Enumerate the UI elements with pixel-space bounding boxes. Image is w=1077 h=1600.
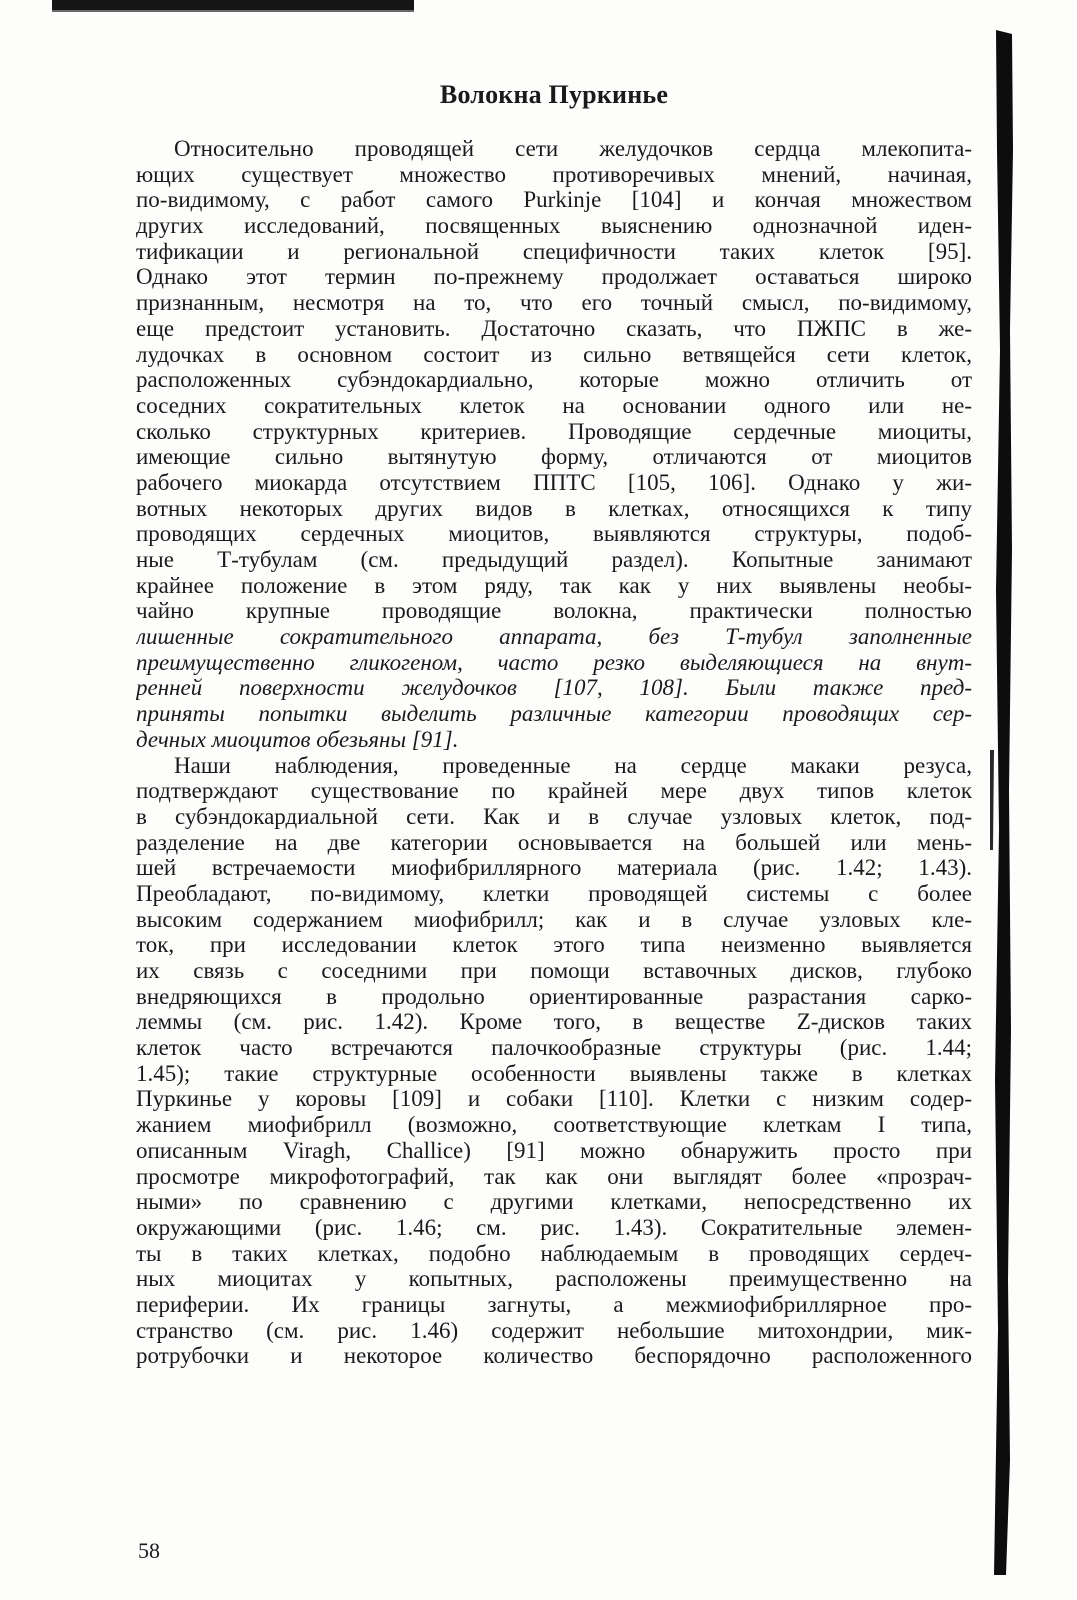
text-line: леммы (см. рис. 1.42). Кроме того, в веществе Z-дисков таких — [136, 1009, 972, 1035]
text-line: проводящих сердечных миоцитов, выявляются структуры, подоб- — [136, 521, 972, 547]
page-number: 58 — [138, 1538, 160, 1563]
section-title: Волокна Пуркинье — [439, 80, 669, 109]
text-line: преимущественно гликогеном, часто резко выделяющиеся на внут- — [136, 649, 972, 675]
text-line: странство (см. рис. 1.46) содержит небольшие митохондрии, мик- — [136, 1317, 972, 1343]
text-line: ты в таких клетках, подобно наблюдаемым в проводящих сердеч- — [136, 1240, 972, 1266]
text-line: подтверждают существование по крайней мере двух типов клеток — [136, 778, 972, 804]
text-line: клеток часто встречаются палочкообразные структуры (рис. 1.44; — [136, 1035, 972, 1061]
text-line: ренней поверхности желудочков [107, 108]. Были также пред- — [136, 675, 972, 701]
scan-top-rule — [52, 0, 414, 10]
text-line: приняты попытки выделить различные категории проводящих сер- — [136, 701, 972, 727]
text-line: в субэндокардиальной сети. Как и в случае узловых клеток, под- — [136, 803, 972, 829]
scan-top-rule-thin — [52, 10, 414, 12]
text-line: жанием миофибрилл (возможно, соответствующие клеткам I типа, — [136, 1112, 972, 1138]
text-line: тификации и региональной специфичности таких клеток [95]. — [136, 238, 972, 264]
text-line: дечных миоцитов обезьяны [91]. — [136, 726, 459, 752]
text-line: периферии. Их границы загнуты, а межмиофибриллярное про- — [136, 1291, 972, 1317]
text-line: по-видимому, с работ самого Purkinje [104] и кончая множеством — [136, 187, 972, 213]
text-line: лудочках в основном состоит из сильно ветвящейся сети клеток, — [136, 341, 972, 367]
text-line: Преобладают, по-видимому, клетки проводящей системы с более — [136, 880, 972, 906]
text-line: их связь с соседними при помощи вставочных дисков, глубоко — [136, 958, 972, 983]
text-line: шей встречаемости миофибриллярного материала (рис. 1.42; 1.43). — [136, 855, 972, 881]
text-line: описанным Viragh, Challice) [91] можно обнаружить просто при — [136, 1137, 972, 1163]
body-text — [136, 136, 972, 1369]
text-line: ющих существует множество противоречивых мнений, начиная, — [136, 161, 972, 187]
text-line: высоким содержанием миофибрилл; как и в случае узловых кле- — [136, 906, 972, 932]
text-line: ные Т-тубулам (см. предыдущий раздел). Копытные занимают — [136, 547, 972, 572]
text-line: вотных некоторых других видов в клетках, относящихся к типу — [136, 495, 972, 521]
text-line: рабочего миокарда отсутствием ППТС [105, 106]. Однако у жи- — [136, 469, 972, 495]
text-line: расположенных субэндокардиально, которые можно отличить от — [136, 367, 972, 393]
text-line: соседних сократительных клеток на основании одного или не- — [136, 392, 972, 418]
text-line: Относительно проводящей сети желудочков сердца млекопита- — [174, 136, 972, 161]
text-line: лишенные сократительного аппарата, без Т-тубул заполненные — [136, 624, 972, 650]
text-line: ток, при исследовании клеток этого типа неизменно выявляется — [136, 932, 972, 958]
text-line: сколько структурных критериев. Проводящие сердечные миоциты, — [136, 418, 972, 444]
text-line: разделение на две категории основывается на большей или мень- — [136, 829, 972, 855]
text-line: Наши наблюдения, проведенные на сердце макаки резуса, — [174, 752, 972, 778]
text-line: еще предстоит установить. Достаточно сказать, что ПЖПС в же- — [136, 315, 972, 341]
text-line: других исследований, посвященных выяснению однозначной иден- — [136, 213, 972, 239]
text-line: Однако этот термин по-прежнему продолжает оставаться широко — [136, 264, 972, 290]
text-line: окружающими (рис. 1.46; см. рис. 1.43). Сократительные элемен- — [136, 1214, 972, 1240]
text-line: признанным, несмотря на то, что его точный смысл, по-видимому, — [136, 290, 972, 316]
text-line: имеющие сильно вытянутую форму, отличаются от миоцитов — [136, 444, 972, 470]
text-line: просмотре микрофотографий, так как они выглядят более «прозрач- — [136, 1163, 972, 1189]
scan-binding-shadow — [982, 30, 1016, 1575]
text-line: чайно крупные проводящие волокна, практически полностью — [136, 598, 972, 624]
text-line: 1.45); такие структурные особенности выявлены также в клетках — [136, 1060, 972, 1086]
text-line: ными» по сравнению с другими клетками, непосредственно их — [136, 1189, 972, 1215]
page-content — [136, 80, 972, 1369]
text-line: Пуркинье у коровы [109] и собаки [110]. Клетки с низким содер- — [136, 1086, 972, 1112]
text-line: крайнее положение в этом ряду, так как у них выявлены необы- — [136, 572, 972, 598]
text-line: ных миоцитах у копытных, расположены преимущественно на — [136, 1266, 972, 1292]
text-line: внедряющихся в продольно ориентированные разрастания сарко- — [136, 983, 972, 1009]
text-line: ротрубочки и некоторое количество беспорядочно расположенного — [136, 1343, 972, 1369]
